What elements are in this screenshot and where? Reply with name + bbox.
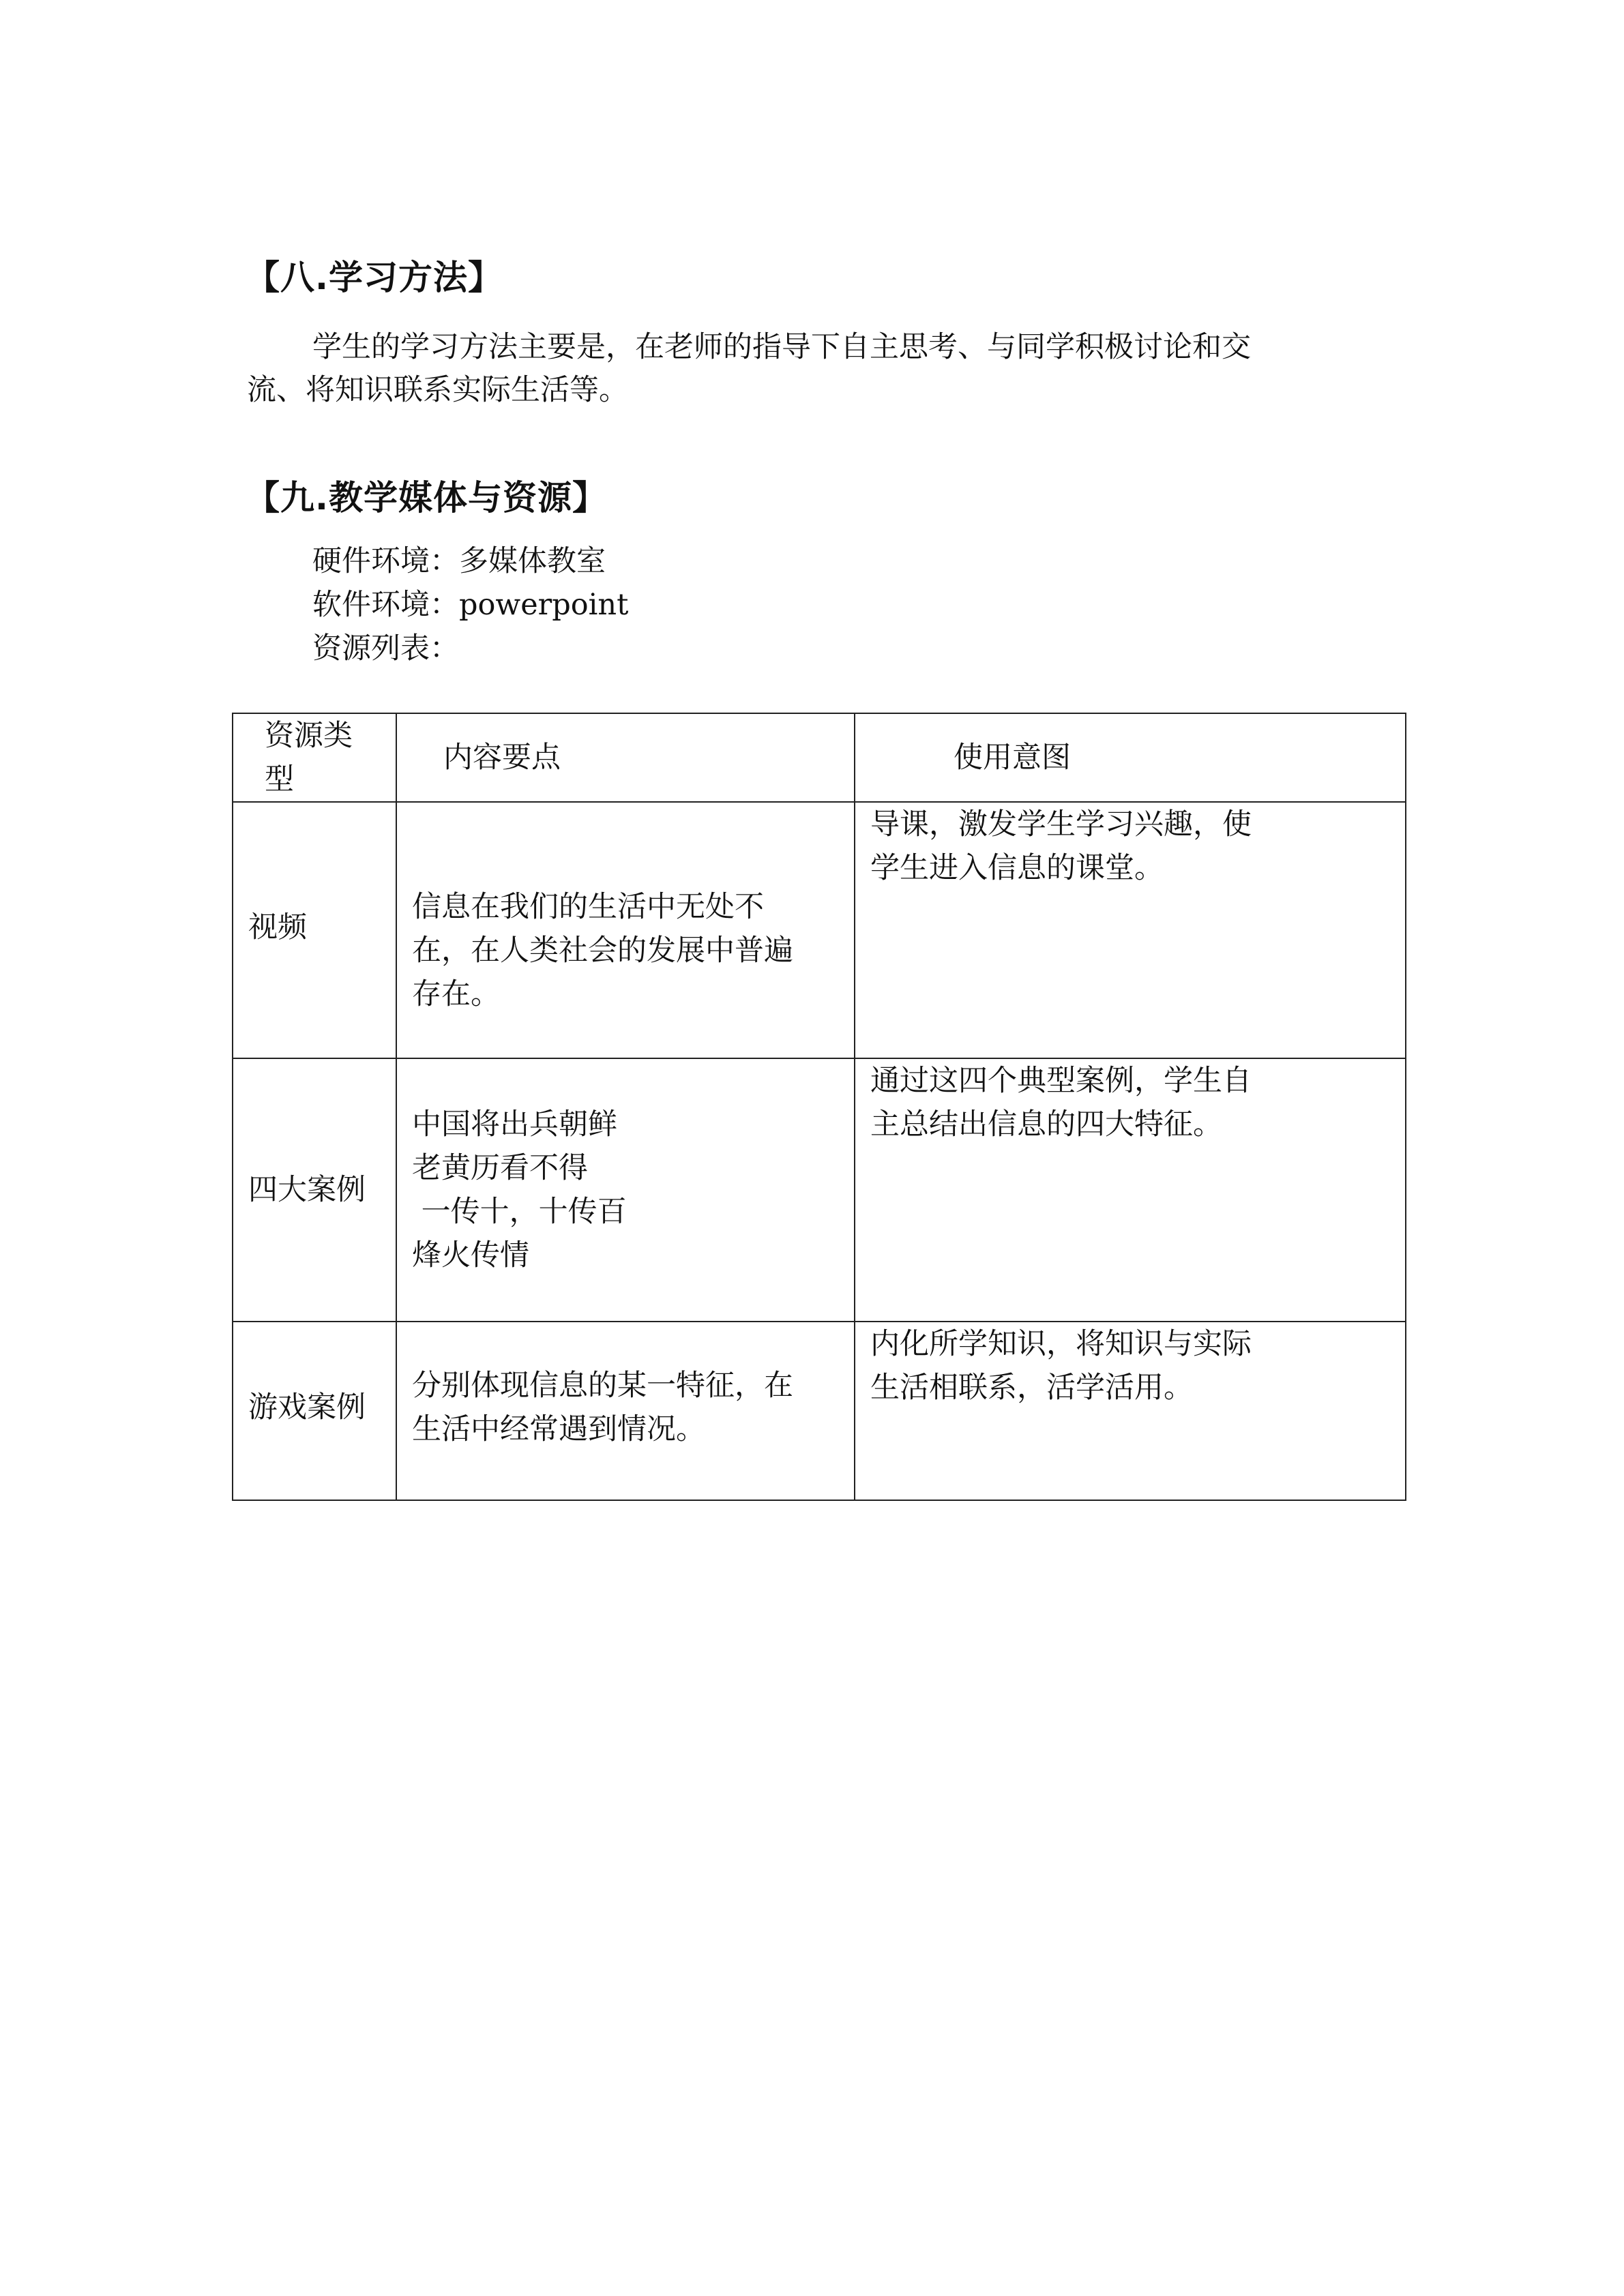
content-line: 信息在我们的生活中无处不 — [412, 890, 764, 924]
table-header-row — [233, 713, 1406, 802]
hardware-environment: 硬件环境：多媒体教室 — [312, 544, 606, 578]
content-line: 在，在人类社会的发展中普遍 — [412, 934, 793, 968]
content-line: 一传十，十传百 — [412, 1195, 627, 1229]
intent-line: 主总结出信息的四大特征。 — [870, 1107, 1222, 1142]
section-heading-learning-methods: 【八.学习方法】 — [246, 258, 503, 297]
cell-content — [396, 1058, 855, 1322]
content-line: 中国将出兵朝鲜 — [412, 1107, 617, 1142]
paragraph-line-1: 学生的学习方法主要是，在老师的指导下自主思考、与同学积极讨论和交 — [312, 330, 1251, 364]
table-row — [233, 1322, 1406, 1500]
intent-line: 生活相联系，活学活用。 — [870, 1371, 1193, 1405]
cell-content — [396, 1322, 855, 1500]
header-usage-intent: 使用意图 — [855, 713, 1406, 802]
type-text: 四大案例 — [248, 1173, 366, 1207]
table-row — [233, 1058, 1406, 1322]
type-text: 游戏案例 — [248, 1390, 366, 1425]
software-environment: 软件环境：powerpoint — [312, 588, 629, 622]
intent-line: 通过这四个典型案例，学生自 — [870, 1064, 1252, 1098]
content-line: 烽火传情 — [412, 1238, 529, 1272]
learning-methods-paragraph — [247, 326, 1379, 412]
resource-list-label: 资源列表： — [312, 631, 459, 666]
content-line: 老黄历看不得 — [412, 1151, 588, 1185]
header-resource-type: 资源类型 — [233, 713, 396, 802]
cell-content — [396, 802, 855, 1058]
intent-line: 内化所学知识，将知识与实际 — [870, 1327, 1252, 1361]
paragraph-line-2: 流、将知识联系实际生活等。 — [247, 373, 628, 407]
content-line: 生活中经常遇到情况。 — [412, 1412, 705, 1446]
cell-intent — [855, 1058, 1406, 1322]
content-line: 分别体现信息的某一特征，在 — [412, 1369, 793, 1403]
cell-type — [233, 1322, 396, 1500]
content-line: 存在。 — [412, 977, 500, 1011]
intent-line: 导课，激发学生学习兴趣，使 — [870, 807, 1252, 841]
resource-table — [232, 713, 1406, 1501]
cell-type — [233, 1058, 396, 1322]
cell-type — [233, 802, 396, 1058]
cell-intent — [855, 1322, 1406, 1500]
header-content-points: 内容要点 — [396, 713, 855, 802]
table-row — [233, 802, 1406, 1058]
intent-line: 学生进入信息的课堂。 — [870, 851, 1164, 885]
cell-intent — [855, 802, 1406, 1058]
type-text: 视频 — [248, 910, 307, 944]
section-heading-media-resources: 【九.教学媒体与资源】 — [246, 478, 607, 518]
